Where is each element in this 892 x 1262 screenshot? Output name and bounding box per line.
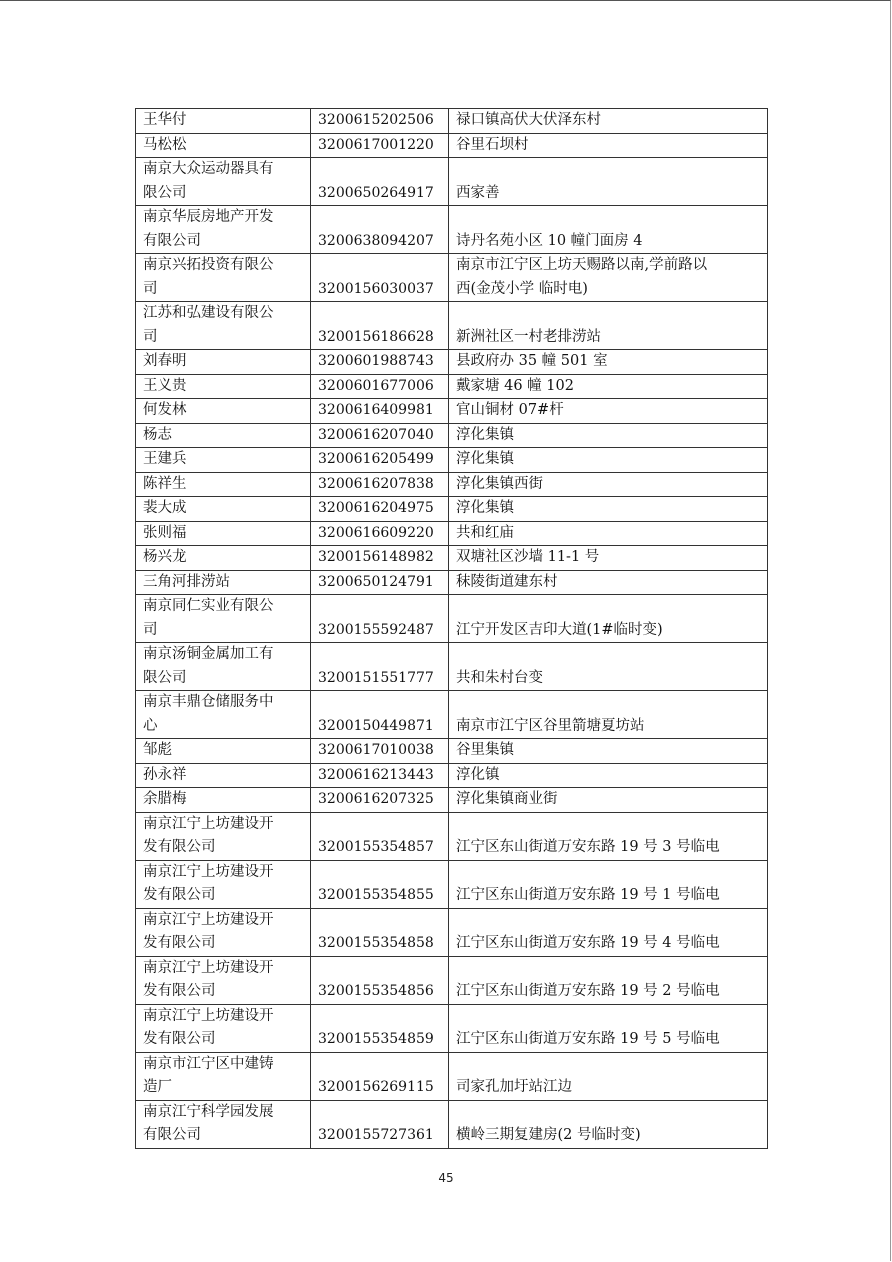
address-cell xyxy=(449,350,768,375)
account-cell xyxy=(311,546,449,571)
address-text: 江宁开发区吉印大道(1#临时变) xyxy=(456,621,663,638)
name-text: 限公司 xyxy=(143,669,187,686)
table-row xyxy=(136,472,768,497)
address-cell xyxy=(449,595,768,643)
name-text: 南京汤铜金属加工有 xyxy=(143,646,274,662)
account-cell xyxy=(311,206,449,254)
address-cell xyxy=(449,399,768,424)
address-text: 淳化集镇商业街 xyxy=(456,791,558,807)
address-cell xyxy=(449,302,768,350)
address-cell xyxy=(449,860,768,908)
address-text: 淳化集镇西街 xyxy=(456,475,543,492)
account-number: 3200616205499 xyxy=(318,451,434,467)
name-cell xyxy=(136,956,311,1004)
account-number: 3200601677006 xyxy=(318,377,434,394)
name-text: 余腊梅 xyxy=(143,791,187,807)
name-cell xyxy=(136,374,311,399)
account-cell xyxy=(311,448,449,473)
table-row xyxy=(136,521,768,546)
name-text: 南京市江宁区中建铸 xyxy=(143,1055,274,1072)
account-number: 3200151551777 xyxy=(318,669,434,686)
account-number: 3200650124791 xyxy=(318,573,434,590)
name-text: 南京江宁科学园发展 xyxy=(143,1103,274,1120)
table-row xyxy=(136,595,768,643)
name-cell xyxy=(136,472,311,497)
name-text: 王建兵 xyxy=(143,451,187,467)
address-text: 共和红庙 xyxy=(456,524,514,541)
account-number: 3200650264917 xyxy=(318,184,434,201)
name-text: 南京江宁上坊建设开 xyxy=(143,959,274,976)
name-text: 司 xyxy=(143,328,158,345)
name-cell xyxy=(136,546,311,571)
name-cell xyxy=(136,908,311,956)
table-row xyxy=(136,302,768,350)
address-text: 横岭三期复建房(2 号临时变) xyxy=(456,1127,641,1143)
table-row xyxy=(136,1004,768,1052)
address-text: 江宁区东山街道万安东路 19 号 4 号临电 xyxy=(456,935,720,951)
account-number: 3200155354857 xyxy=(318,839,434,855)
account-cell xyxy=(311,788,449,813)
name-text: 发有限公司 xyxy=(143,935,216,951)
account-number: 3200617010038 xyxy=(318,742,434,758)
name-text: 心 xyxy=(143,717,158,734)
name-cell xyxy=(136,812,311,860)
name-cell xyxy=(136,643,311,691)
name-text: 限公司 xyxy=(143,184,187,201)
address-text: 县政府办 35 幢 501 室 xyxy=(456,353,608,369)
name-cell xyxy=(136,350,311,375)
address-cell xyxy=(449,788,768,813)
name-text: 刘春明 xyxy=(143,353,187,369)
address-text: 淳化集镇 xyxy=(456,500,514,516)
address-text: 司家孔加圩站江边 xyxy=(456,1079,572,1095)
account-number: 3200155354858 xyxy=(318,935,434,951)
table-row xyxy=(136,133,768,158)
address-cell xyxy=(449,423,768,448)
name-cell xyxy=(136,521,311,546)
name-cell xyxy=(136,763,311,788)
account-number: 3200155727361 xyxy=(318,1127,434,1143)
records-table xyxy=(135,108,768,1149)
address-cell xyxy=(449,763,768,788)
table-row xyxy=(136,763,768,788)
name-text: 南京江宁上坊建设开 xyxy=(143,1007,274,1024)
account-number: 3200155354855 xyxy=(318,887,434,903)
name-text: 南京华辰房地产开发 xyxy=(143,209,274,225)
name-text: 何发林 xyxy=(143,402,187,418)
account-cell xyxy=(311,570,449,595)
name-text: 孙永祥 xyxy=(143,766,187,783)
account-cell xyxy=(311,908,449,956)
address-text: 江宁区东山街道万安东路 19 号 3 号临电 xyxy=(456,839,720,855)
address-cell xyxy=(449,472,768,497)
account-cell xyxy=(311,739,449,764)
table-row xyxy=(136,546,768,571)
table-row xyxy=(136,158,768,206)
name-text: 发有限公司 xyxy=(143,1031,216,1047)
table-row xyxy=(136,1100,768,1148)
name-text: 邹彪 xyxy=(143,742,172,758)
address-cell xyxy=(449,691,768,739)
name-text: 南京江宁上坊建设开 xyxy=(143,863,274,880)
account-number: 3200155354859 xyxy=(318,1031,434,1047)
account-number: 3200616213443 xyxy=(318,766,434,783)
address-cell xyxy=(449,254,768,302)
name-cell xyxy=(136,739,311,764)
name-cell xyxy=(136,158,311,206)
table-row xyxy=(136,254,768,302)
address-cell xyxy=(449,158,768,206)
account-cell xyxy=(311,812,449,860)
address-text: 秣陵街道建东村 xyxy=(456,573,558,590)
table-row xyxy=(136,908,768,956)
address-cell xyxy=(449,546,768,571)
table-row xyxy=(136,812,768,860)
account-number: 3200638094207 xyxy=(318,232,434,249)
name-cell xyxy=(136,570,311,595)
table-row xyxy=(136,423,768,448)
name-cell xyxy=(136,448,311,473)
address-text: 谷里集镇 xyxy=(456,742,514,758)
address-cell xyxy=(449,374,768,399)
account-cell xyxy=(311,763,449,788)
name-text: 马松松 xyxy=(143,136,187,153)
account-cell xyxy=(311,399,449,424)
account-cell xyxy=(311,860,449,908)
table-row xyxy=(136,739,768,764)
address-cell xyxy=(449,133,768,158)
account-number: 3200615202506 xyxy=(318,112,434,128)
account-number: 3200155354856 xyxy=(318,983,434,999)
account-cell xyxy=(311,472,449,497)
name-cell xyxy=(136,423,311,448)
name-text: 造厂 xyxy=(143,1079,172,1095)
address-cell xyxy=(449,109,768,134)
name-cell xyxy=(136,1100,311,1148)
table-row xyxy=(136,350,768,375)
account-cell xyxy=(311,158,449,206)
table-row xyxy=(136,374,768,399)
account-cell xyxy=(311,1100,449,1148)
address-text: 淳化集镇 xyxy=(456,451,514,467)
address-cell xyxy=(449,521,768,546)
address-cell xyxy=(449,1052,768,1100)
table-row xyxy=(136,788,768,813)
account-cell xyxy=(311,1052,449,1100)
address-text: 江宁区东山街道万安东路 19 号 2 号临电 xyxy=(456,983,720,999)
address-text: 江宁区东山街道万安东路 19 号 1 号临电 xyxy=(456,887,720,903)
account-cell xyxy=(311,423,449,448)
name-text: 南京同仁实业有限公 xyxy=(143,598,274,614)
name-text: 张则福 xyxy=(143,524,187,541)
name-cell xyxy=(136,860,311,908)
name-cell xyxy=(136,788,311,813)
table-row xyxy=(136,206,768,254)
name-text: 南京大众运动器具有 xyxy=(143,161,274,177)
table-row xyxy=(136,643,768,691)
account-number: 3200156148982 xyxy=(318,549,434,565)
name-text: 南京江宁上坊建设开 xyxy=(143,911,274,928)
table-row xyxy=(136,691,768,739)
address-text: 淳化集镇 xyxy=(456,426,514,443)
name-text: 发有限公司 xyxy=(143,887,216,903)
name-cell xyxy=(136,133,311,158)
address-text: 诗丹名苑小区 10 幢门面房 4 xyxy=(456,232,643,249)
address-cell xyxy=(449,739,768,764)
name-text: 有限公司 xyxy=(143,1127,201,1143)
name-text: 杨兴龙 xyxy=(143,549,187,565)
address-cell xyxy=(449,908,768,956)
address-text: 共和朱村台变 xyxy=(456,669,543,686)
name-text: 有限公司 xyxy=(143,232,201,249)
account-cell xyxy=(311,254,449,302)
name-cell xyxy=(136,254,311,302)
account-number: 3200617001220 xyxy=(318,136,434,153)
name-cell xyxy=(136,206,311,254)
address-cell xyxy=(449,1100,768,1148)
account-cell xyxy=(311,350,449,375)
address-text: 禄口镇高伏大伏泽东村 xyxy=(456,112,601,128)
name-text: 南京丰鼎仓储服务中 xyxy=(143,694,274,710)
name-cell xyxy=(136,109,311,134)
address-cell xyxy=(449,812,768,860)
name-text: 司 xyxy=(143,280,158,297)
table-row xyxy=(136,956,768,1004)
address-text: 谷里石坝村 xyxy=(456,136,529,153)
account-cell xyxy=(311,109,449,134)
name-text: 南京兴拓投资有限公 xyxy=(143,257,274,273)
account-cell xyxy=(311,643,449,691)
account-cell xyxy=(311,691,449,739)
account-number: 3200616409981 xyxy=(318,402,434,418)
page-number: 45 xyxy=(438,1171,454,1185)
address-cell xyxy=(449,448,768,473)
account-number: 3200156269115 xyxy=(318,1079,434,1095)
account-cell xyxy=(311,521,449,546)
address-cell xyxy=(449,570,768,595)
name-cell xyxy=(136,1004,311,1052)
account-number: 3200616207040 xyxy=(318,426,434,443)
account-number: 3200155592487 xyxy=(318,621,434,638)
account-cell xyxy=(311,497,449,522)
name-text: 三角河排涝站 xyxy=(143,573,230,590)
address-cell xyxy=(449,497,768,522)
address-text: 官山铜材 07#杆 xyxy=(456,402,564,418)
name-text: 王华付 xyxy=(143,112,187,128)
name-text: 裴大成 xyxy=(143,500,187,516)
name-text: 江苏和弘建设有限公 xyxy=(143,305,274,321)
account-number: 3200616207838 xyxy=(318,475,434,492)
table-row xyxy=(136,860,768,908)
table-row xyxy=(136,399,768,424)
account-cell xyxy=(311,956,449,1004)
account-number: 3200616609220 xyxy=(318,524,434,541)
name-text: 发有限公司 xyxy=(143,839,216,855)
account-cell xyxy=(311,374,449,399)
name-cell xyxy=(136,1052,311,1100)
address-text: 江宁区东山街道万安东路 19 号 5 号临电 xyxy=(456,1031,720,1047)
name-cell xyxy=(136,399,311,424)
account-number: 3200156186628 xyxy=(318,328,434,345)
account-number: 3200601988743 xyxy=(318,353,434,369)
address-cell xyxy=(449,956,768,1004)
table-row xyxy=(136,570,768,595)
name-text: 陈祥生 xyxy=(143,475,187,492)
address-text: 淳化镇 xyxy=(456,766,500,783)
address-cell xyxy=(449,1004,768,1052)
address-text: 戴家塘 46 幢 102 xyxy=(456,377,574,394)
name-cell xyxy=(136,691,311,739)
table-row xyxy=(136,448,768,473)
account-cell xyxy=(311,1004,449,1052)
account-number: 3200616204975 xyxy=(318,500,434,516)
address-text: 西家善 xyxy=(456,184,500,201)
name-cell xyxy=(136,497,311,522)
account-cell xyxy=(311,595,449,643)
address-text: 南京市江宁区谷里箭塘夏坊站 xyxy=(456,717,645,734)
name-cell xyxy=(136,302,311,350)
table-row xyxy=(136,1052,768,1100)
account-number: 3200150449871 xyxy=(318,717,434,734)
address-text: 新洲社区一村老排涝站 xyxy=(456,328,601,345)
account-number: 3200156030037 xyxy=(318,280,434,297)
account-number: 3200616207325 xyxy=(318,791,434,807)
address-text: 南京市江宁区上坊天赐路以南,学前路以 xyxy=(456,257,708,273)
name-cell xyxy=(136,595,311,643)
name-text: 南京江宁上坊建设开 xyxy=(143,815,274,832)
table-row xyxy=(136,497,768,522)
name-text: 王义贵 xyxy=(143,377,187,394)
address-text: 西(金茂小学 临时电) xyxy=(456,280,588,297)
address-cell xyxy=(449,643,768,691)
address-text: 双塘社区沙墙 11-1 号 xyxy=(456,549,600,565)
address-cell xyxy=(449,206,768,254)
name-text: 发有限公司 xyxy=(143,983,216,999)
table-row xyxy=(136,109,768,134)
account-cell xyxy=(311,302,449,350)
account-cell xyxy=(311,133,449,158)
name-text: 司 xyxy=(143,621,158,638)
records-table-body xyxy=(136,109,768,1149)
name-text: 杨志 xyxy=(143,426,172,443)
